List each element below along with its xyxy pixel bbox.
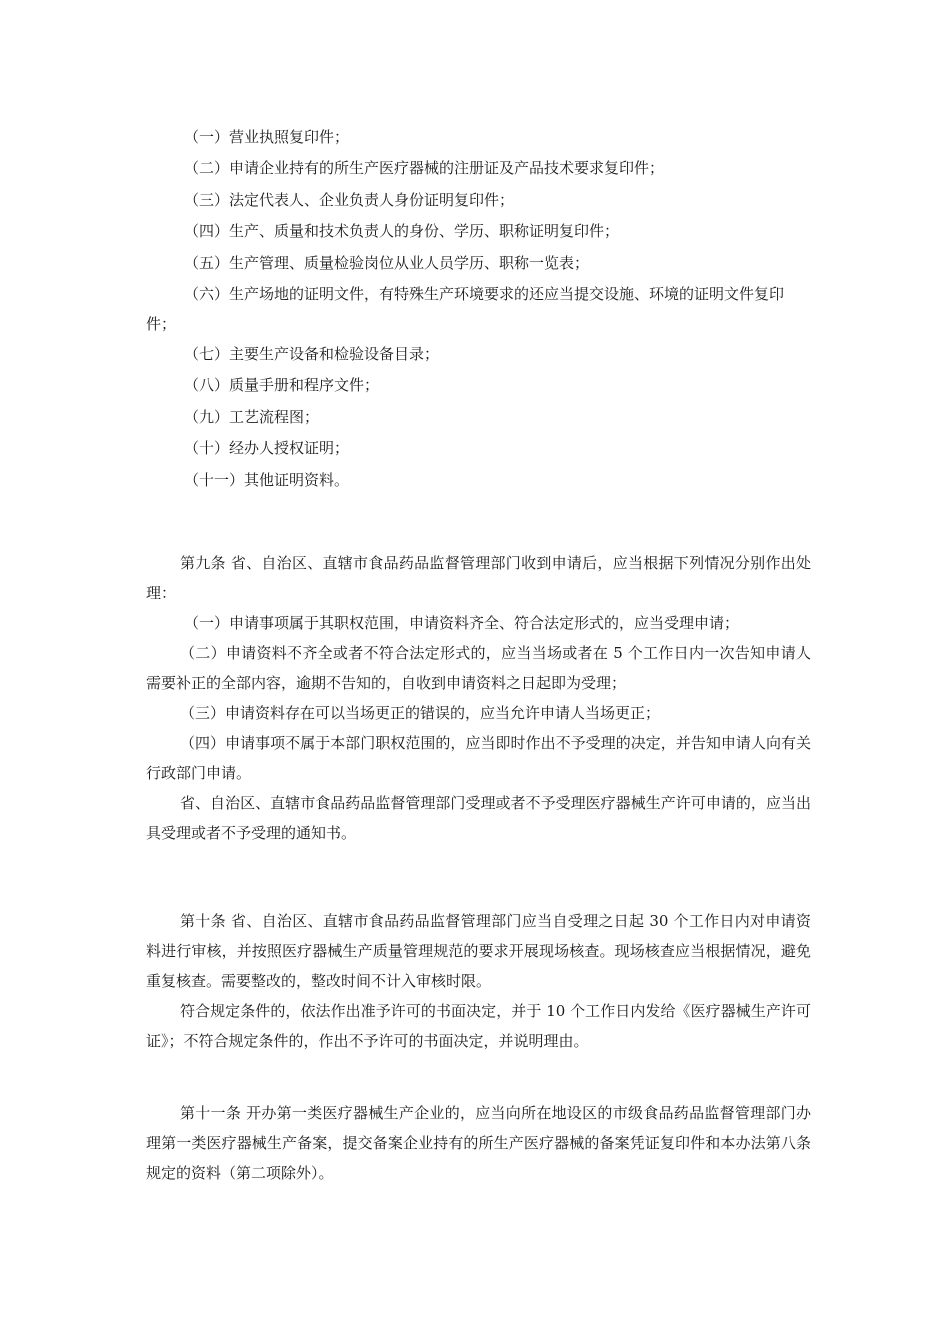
list-item: （九）工艺流程图； [184,407,320,426]
list-item: （二）申请企业持有的所生产医疗器械的注册证及产品技术要求复印件； [184,159,665,178]
article-11 [146,1098,811,1188]
list-item: （二）申请资料不齐全或者不符合法定形式的，应当当场或者在 5 个工作日内一次告知申请人需要补正的全部内容，逾期不告知的，自收到申请资料之日起即为受理； [146,644,811,692]
article-9 [146,548,811,848]
article-8-materials-list [146,122,811,496]
list-item: （七）主要生产设备和检验设备目录； [184,345,440,364]
list-item: （五）生产管理、质量检验岗位从业人员学历、职称一览表； [184,253,590,272]
article-10-paragraph-1: 第十条 省、自治区、直辖市食品药品监督管理部门应当自受理之日起 30 个工作日内对申请资料进行审核，并按照医疗器械生产质量管理规范的要求开展现场核查。现场核查应当根据情况，避免重复核查。需要整改的，整改时间不计入审核时限。 [146,912,811,990]
article-10-paragraph-2: 符合规定条件的，依法作出准予许可的书面决定，并于 10 个工作日内发给《医疗器械生产许可证》；不符合规定条件的，作出不予许可的书面决定，并说明理由。 [146,1002,811,1050]
list-item: （四）申请事项不属于本部门职权范围的，应当即时作出不予受理的决定，并告知申请人向有关行政部门申请。 [146,734,811,782]
article-9-closing: 省、自治区、直辖市食品药品监督管理部门受理或者不予受理医疗器械生产许可申请的，应当出具受理或者不予受理的通知书。 [146,794,811,842]
list-item: （一）营业执照复印件； [184,128,350,146]
list-item: （八）质量手册和程序文件； [184,376,380,395]
list-item: （十）经办人授权证明； [184,439,350,458]
article-9-intro: 第九条 省、自治区、直辖市食品药品监督管理部门收到申请后，应当根据下列情况分别作出处理： [146,554,811,602]
list-item: （四）生产、质量和技术负责人的身份、学历、职称证明复印件； [184,222,620,241]
article-10 [146,906,811,1056]
list-item: （三）法定代表人、企业负责人身份证明复印件； [184,190,515,209]
list-item: （三）申请资料存在可以当场更正的错误的，应当允许申请人当场更正； [180,704,661,722]
list-item: （六）生产场地的证明文件，有特殊生产环境要求的还应当提交设施、环境的证明文件复印件； [146,285,785,334]
list-item: （十一）其他证明资料。 [184,470,350,489]
article-11-paragraph-1: 第十一条 开办第一类医疗器械生产企业的，应当向所在地设区的市级食品药品监督管理部门办理第一类医疗器械生产备案，提交备案企业持有的所生产医疗器械的备案凭证复印件和本办法第八条规定的资料（第二项除外）。 [146,1104,811,1182]
list-item: （一）申请事项属于其职权范围，申请资料齐全、符合法定形式的，应当受理申请； [184,614,740,632]
